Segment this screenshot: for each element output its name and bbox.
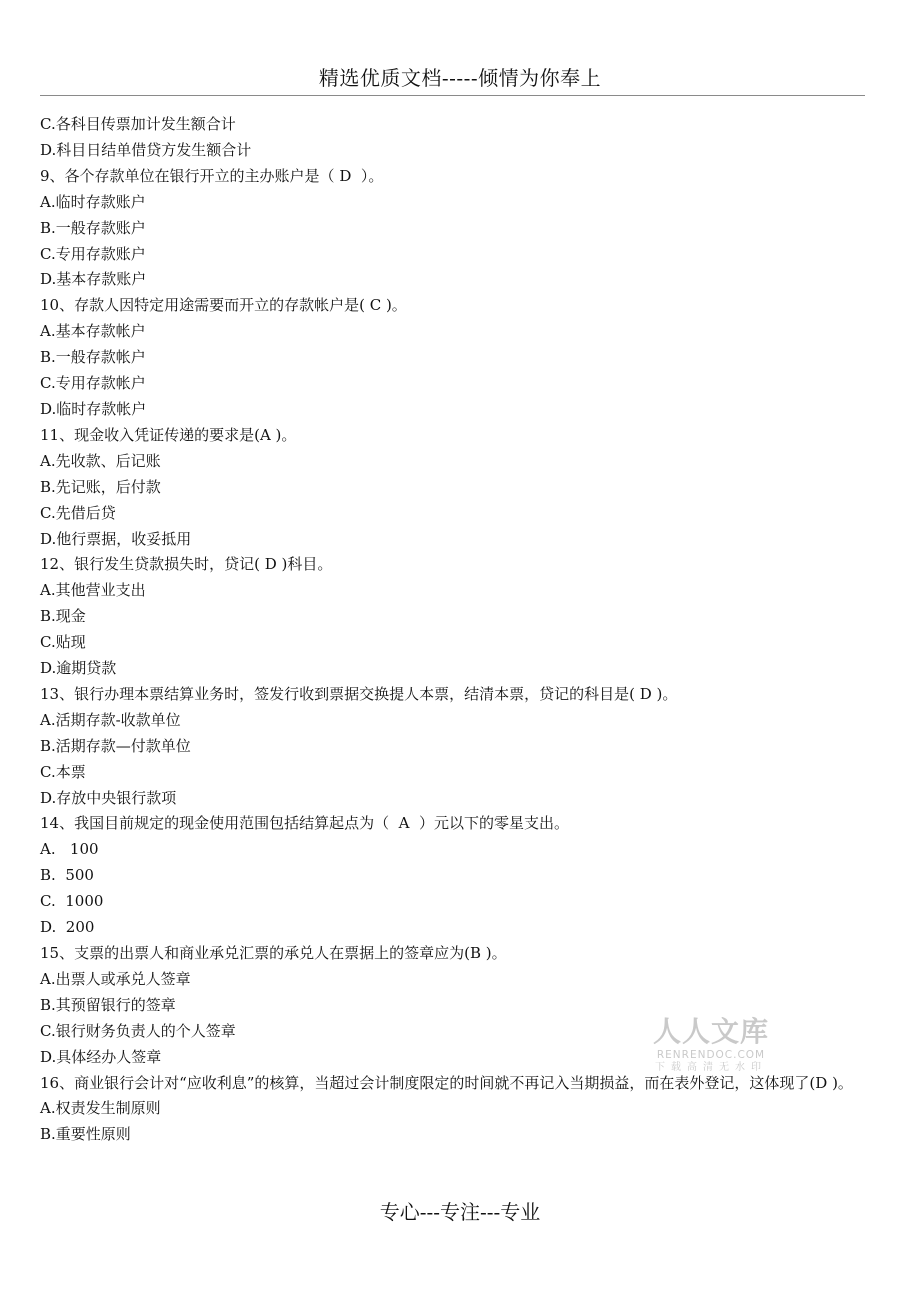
question-16: 16、商业银行会计对“应收利息”的核算，当超过会计制度限定的时间就不再记入当期损益，而在表外登记，这体现了(D )。	[40, 1073, 853, 1092]
option-line: C.先借后贷	[40, 503, 116, 522]
option-line: A.权责发生制原则	[40, 1099, 161, 1118]
watermark-brand: 人人文库	[652, 1015, 769, 1048]
option-line: A. 100	[40, 840, 99, 859]
option-line: A.临时存款账户	[40, 192, 146, 211]
question-13: 13、银行办理本票结算业务时，签发行收到票据交换提人本票，结清本票，贷记的科目是( D )。	[40, 684, 678, 703]
option-line: B.一般存款账户	[40, 218, 146, 237]
option-line: D.基本存款账户	[40, 270, 147, 289]
option-line: C.专用存款账户	[40, 244, 146, 263]
option-line: A.出票人或承兑人签章	[40, 969, 191, 988]
option-line: C.本票	[40, 762, 86, 781]
header-divider	[40, 95, 865, 96]
option-line: B.先记账，后付款	[40, 477, 161, 496]
option-line: C. 1000	[40, 892, 104, 911]
option-line: D. 200	[40, 918, 95, 937]
option-line: B.一般存款帐户	[40, 348, 146, 367]
document-body	[40, 112, 865, 1148]
option-line: A.基本存款帐户	[40, 322, 146, 341]
option-line: B.重要性原则	[40, 1125, 131, 1144]
question-14: 14、我国目前规定的现金使用范围包括结算起点为（ A ）元以下的零星支出。	[40, 814, 569, 833]
option-line: D.他行票据，收妥抵用	[40, 529, 192, 548]
question-11: 11、现金收入凭证传递的要求是(A )。	[40, 425, 297, 444]
page-footer: 专心---专注---专业	[379, 1200, 541, 1224]
option-line: D.具体经办人签章	[40, 1047, 162, 1066]
question-12: 12、银行发生贷款损失时，贷记( D )科目。	[40, 555, 333, 574]
option-line: B.活期存款—付款单位	[40, 736, 191, 755]
option-line: D.逾期贷款	[40, 659, 117, 678]
option-line: C.贴现	[40, 633, 86, 652]
question-9: 9、各个存款单位在银行开立的主办账户是（ D ）。	[40, 166, 384, 185]
question-15: 15、支票的出票人和商业承兑汇票的承兑人在票据上的签章应为(B )。	[40, 944, 507, 962]
option-line: A.其他营业支出	[40, 581, 146, 600]
option-line: A.活期存款-收款单位	[40, 710, 181, 729]
text-line: D.科目日结单借贷方发生额合计	[40, 140, 252, 159]
text-line: C.各科目传票加计发生额合计	[40, 115, 236, 133]
option-line: C.专用存款帐户	[40, 374, 146, 393]
option-line: D.存放中央银行款项	[40, 788, 177, 807]
option-line: A.先收款、后记账	[40, 451, 161, 470]
watermark-domain: RENRENDOC.COM	[656, 1049, 766, 1061]
option-line: C.银行财务负责人的个人签章	[40, 1021, 236, 1040]
question-10: 10、存款人因特定用途需要而开立的存款帐户是( C )。	[40, 296, 407, 315]
option-line: B. 500	[40, 866, 94, 885]
watermark-tagline: 下载高清无水印	[655, 1062, 767, 1073]
page-header-title: 精选优质文档-----倾情为你奉上	[318, 66, 602, 90]
option-line: D.临时存款帐户	[40, 399, 147, 418]
watermark-logo	[646, 1015, 776, 1074]
option-line: B.其预留银行的签章	[40, 995, 176, 1014]
option-line: B.现金	[40, 607, 86, 626]
